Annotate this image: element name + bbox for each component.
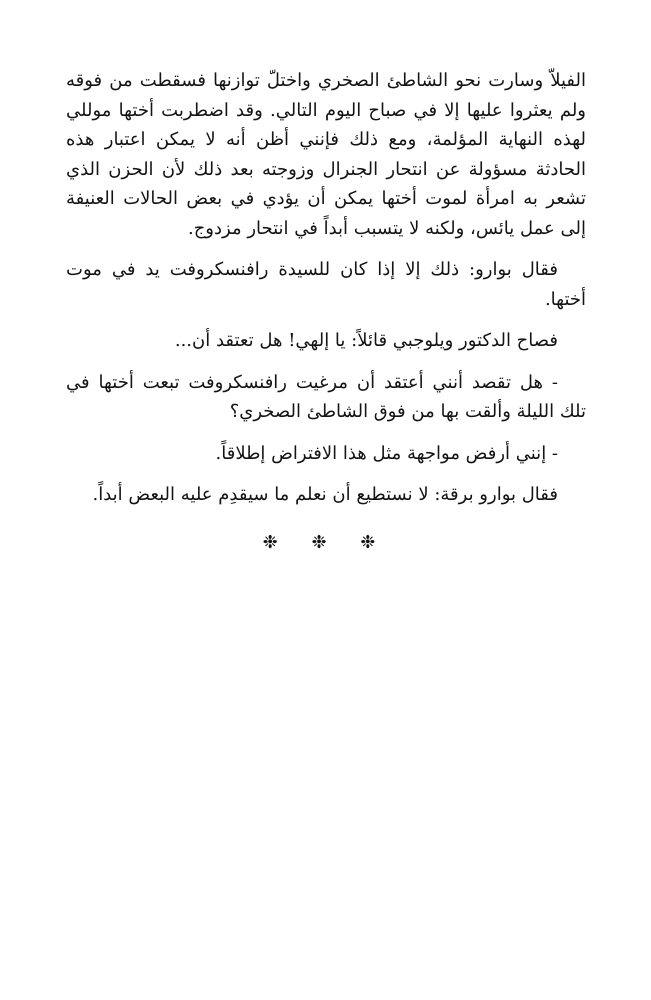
paragraph-4: - هل تقصد أنني أعتقد أن مرغيت رافنسكروفت تبعت أختها في تلك الليلة وألقت بها من فوق الشاطئ الصخري؟ bbox=[66, 371, 586, 422]
paragraph-5: - إنني أرفض مواجهة مثل هذا الافتراض إطلاقاً. bbox=[215, 442, 558, 464]
book-page bbox=[66, 66, 586, 557]
paragraph-1: الفيلاّ وسارت نحو الشاطئ الصخري واختلّ توازنها فسقطت من فوقه ولم يعثروا عليها إلا في صباح اليوم التالي. وقد اضطربت أختها موللي لهذه النهاية المؤلمة، ومع ذلك فإنني أظن أنه لا يمكن اعتبار هذه الحادثة مسؤولة عن انتحار الجنرال وزوجته بعد ذلك لأن الحزن الذي تشعر به امرأة لموت أختها يمكن أن يؤدي في بعض الحالات العنيفة إلى عمل يائس، ولكنه لا يتسبب أبداً في انتحار مزدوج. bbox=[66, 70, 586, 239]
section-separator: ❉ ❉ ❉ bbox=[262, 531, 390, 553]
paragraph-3: فصاح الدكتور ويلوجبي قائلاً: يا إلهي! هل تعتقد أن... bbox=[174, 330, 558, 351]
paragraph-2: فقال بوارو: ذلك إلا إذا كان للسيدة رافنسكروفت يد في موت أختها. bbox=[66, 259, 586, 310]
paragraph-6: فقال بوارو برقة: لا نستطيع أن نعلم ما سيقدِم عليه البعض أبداً. bbox=[92, 484, 558, 505]
